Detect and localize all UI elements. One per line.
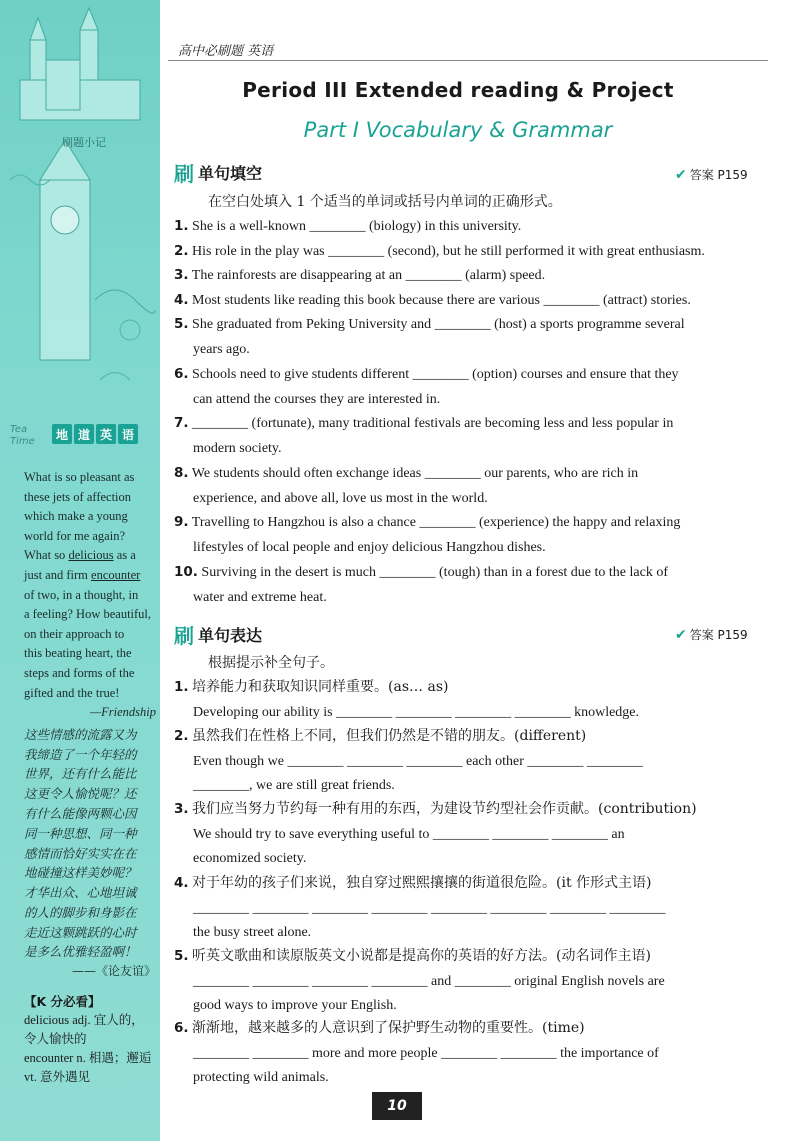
tea-time-label: Tea Time	[10, 424, 35, 447]
question-text-continued: experience, and above all, love us most in the world.	[193, 490, 488, 506]
question-number: 6.	[174, 366, 189, 382]
chinese-prompt: 渐渐地，越来越多的人意识到了保护野生动物的重要性。(time)	[192, 1020, 585, 1036]
sidebar	[0, 0, 160, 1141]
poem-chinese-line: 地碰撞这样美妙呢？	[24, 865, 137, 881]
question-text: We students should often exchange ideas ________ our parents, who are rich in	[191, 466, 639, 481]
k-box	[24, 992, 158, 1087]
section2-title: 单句表达	[198, 626, 263, 645]
poem-chinese-line: 的人的脚步和身影在	[24, 904, 137, 920]
poem-chinese-signature: ——《论友谊》	[71, 964, 156, 979]
english-sentence: We should try to save everything useful to ________ ________ ________ an	[193, 826, 625, 842]
brush-icon: 刷	[174, 162, 194, 186]
poem-signature: —Friendship	[90, 705, 156, 720]
question-number: 6.	[174, 1020, 189, 1036]
english-sentence: Developing our ability is ________ ________ ________ ________ knowledge.	[193, 704, 640, 720]
section2-answer-ref	[675, 626, 748, 643]
question-text: ________ (fortunate), many traditional festivals are becoming less and less popular in	[192, 416, 674, 431]
question-item	[174, 263, 744, 289]
poem-line: steps and forms of the	[24, 665, 135, 680]
chinese-prompt: 虽然我们在性格上不同，但我们仍然是不错的朋友。(different)	[192, 728, 587, 744]
k-box-line: encounter n. 相遇；邂逅	[24, 1051, 152, 1065]
poem-line: which make a young	[24, 509, 128, 524]
poem-line: What is so pleasant as	[24, 470, 135, 484]
question-number: 8.	[174, 465, 189, 481]
expression-item	[174, 724, 744, 799]
question-text: She graduated from Peking University and ________ (host) a sports programme several	[192, 317, 685, 332]
poem-chinese-line: 感情而恰好实实在在	[24, 845, 137, 861]
question-number: 7.	[174, 415, 189, 431]
sidebar-poem	[24, 468, 156, 982]
poem-chinese-line: 这更令人愉悦呢？还	[24, 786, 137, 802]
question-number: 3.	[174, 267, 189, 283]
tab-char: 道	[74, 424, 94, 444]
expression-item	[174, 797, 744, 872]
period-title: Period III Extended reading & Project	[242, 78, 674, 102]
question-text-continued: can attend the courses they are interested in.	[193, 391, 441, 407]
question-number: 2.	[174, 728, 189, 744]
expression-item	[174, 1016, 744, 1091]
poem-line: a feeling? How beautiful,	[24, 607, 152, 622]
question-number: 4.	[174, 875, 189, 891]
section2-heading	[174, 620, 262, 649]
section2-instruction: 根据提示补全句子。	[208, 655, 334, 671]
question-text: Most students like reading this book because there are various ________ (attract) stories.	[192, 293, 691, 308]
tab-char: 英	[96, 424, 116, 444]
english-sentence-continued: protecting wild animals.	[193, 1070, 329, 1085]
poem-line: on their approach to	[24, 626, 125, 641]
question-item	[174, 510, 744, 560]
question-number: 10.	[174, 564, 198, 580]
english-sentence: ________ ________ more and more people ________ ________ the importance of	[193, 1045, 659, 1061]
expression-item	[174, 871, 744, 946]
poem-chinese-line: 世界，还有什么能比	[24, 766, 137, 782]
question-item	[174, 288, 744, 314]
poem-chinese-line: 才华出众、心地坦诚	[24, 885, 137, 901]
poem-line: this beating heart, the	[24, 646, 132, 661]
tab-char: 语	[118, 424, 138, 444]
poem-chinese-line: 有什么能像两颗心因	[24, 805, 137, 821]
answer-ref-text: 答案 P159	[689, 168, 748, 182]
english-sentence-continued: ________, we are still great friends.	[193, 778, 395, 793]
check-icon: ✔	[675, 626, 687, 643]
poem-line: just and firm encounter	[24, 567, 141, 582]
question-text: The rainforests are disappearing at an ________ (alarm) speed.	[191, 268, 546, 283]
poem-chinese-line: 同一种思想、同一种	[24, 825, 137, 841]
answer-ref-text: 答案 P159	[689, 628, 748, 642]
english-sentence-continued: good ways to improve your English.	[193, 998, 397, 1013]
k-box-line: 令人愉快的	[24, 1032, 87, 1046]
question-item	[174, 362, 744, 412]
english-sentence: Even though we ________ ________ ________ each other ________ ________	[193, 753, 643, 769]
english-sentence-continued: economized society.	[193, 851, 307, 866]
expression-item	[174, 675, 744, 725]
question-number: 9.	[174, 514, 189, 530]
question-item	[174, 312, 744, 362]
poem-chinese	[24, 725, 156, 963]
section1-heading	[174, 158, 262, 187]
question-text-continued: modern society.	[193, 440, 282, 456]
brush-icon: 刷	[174, 624, 194, 648]
check-icon: ✔	[675, 166, 687, 183]
english-sentence: ________ ________ ________ ________ and ________ original English novels are	[193, 973, 665, 989]
poem-chinese-line: 这些情感的流露又为	[24, 726, 137, 742]
question-number: 3.	[174, 801, 189, 817]
question-text: Surviving in the desert is much ________ (tough) than in a forest due to the lack of	[201, 565, 668, 580]
k-box-line: delicious adj. 宜人的，	[24, 1013, 144, 1027]
k-box-line: vt. 意外遇见	[24, 1070, 90, 1084]
chinese-prompt: 培养能力和获取知识同样重要。(as… as)	[192, 679, 449, 695]
poem-line: these jets of affection	[24, 489, 132, 504]
chinese-prompt: 对于年幼的孩子们来说，独自穿过熙熙攘攘的街道很危险。(it 作形式主语)	[192, 875, 652, 891]
question-number: 5.	[174, 316, 189, 332]
chinese-prompt: 我们应当努力节约每一种有用的东西，为建设节约型社会作贡献。(contribution)	[192, 801, 697, 817]
question-item	[174, 560, 744, 610]
question-text-continued: water and extreme heat.	[193, 589, 327, 605]
english-sentence-continued: the busy street alone.	[193, 925, 312, 940]
question-item	[174, 239, 744, 265]
chinese-prompt: 听英文歌曲和读原版英文小说都是提高你的英语的好方法。(动名词作主语)	[192, 948, 651, 964]
tea-time-banner	[10, 418, 160, 468]
poem-line: world for me again?	[24, 528, 126, 543]
question-item	[174, 461, 744, 511]
question-number: 4.	[174, 292, 189, 308]
book-header: 高中必刷题 英语	[178, 44, 274, 59]
tab-char: 地	[52, 424, 72, 444]
poem-chinese-line: 我缔造了一个年轻的	[24, 746, 137, 762]
poem-english	[24, 468, 156, 723]
page-number: 10	[372, 1092, 422, 1120]
k-box-title: 【K 分必看】	[24, 994, 101, 1009]
poem-line: gifted and the true!	[24, 685, 120, 700]
question-text-continued: years ago.	[193, 341, 250, 357]
question-text-continued: lifestyles of local people and enjoy delicious Hangzhou dishes.	[193, 539, 546, 555]
question-number: 5.	[174, 948, 189, 964]
question-text: Schools need to give students different ________ (option) courses and ensure that they	[192, 367, 679, 382]
poem-line: of two, in a thought, in	[24, 587, 139, 602]
question-item	[174, 214, 744, 240]
section1-title: 单句填空	[198, 164, 263, 183]
question-text: His role in the play was ________ (second), but he still performed it with great enthusiasm.	[192, 244, 705, 259]
question-item	[174, 411, 744, 461]
note-title: 刷题小记	[62, 136, 106, 149]
question-number: 1.	[174, 679, 189, 695]
part-title: Part I Vocabulary & Grammar	[303, 118, 613, 142]
header-divider	[168, 60, 768, 61]
section1-answer-ref	[675, 166, 748, 183]
poem-chinese-line: 走近这颗跳跃的心时	[24, 924, 137, 940]
question-text: Travelling to Hangzhou is also a chance ________ (experience) the happy and relaxing	[191, 515, 681, 530]
poem-line: What so delicious as a	[24, 548, 136, 563]
castle-illustration-icon	[0, 0, 160, 430]
section1-instruction: 在空白处填入 1 个适当的单词或括号内单词的正确形式。	[208, 194, 562, 210]
english-sentence: ________ ________ ________ ________ ________ ________ ________ ________	[193, 900, 666, 916]
question-text: She is a well-known ________ (biology) in this university.	[192, 219, 522, 234]
expression-item	[174, 944, 744, 1019]
question-number: 2.	[174, 243, 189, 259]
poem-chinese-line: 是多么优雅轻盈啊！	[24, 944, 137, 960]
question-number: 1.	[174, 218, 189, 234]
